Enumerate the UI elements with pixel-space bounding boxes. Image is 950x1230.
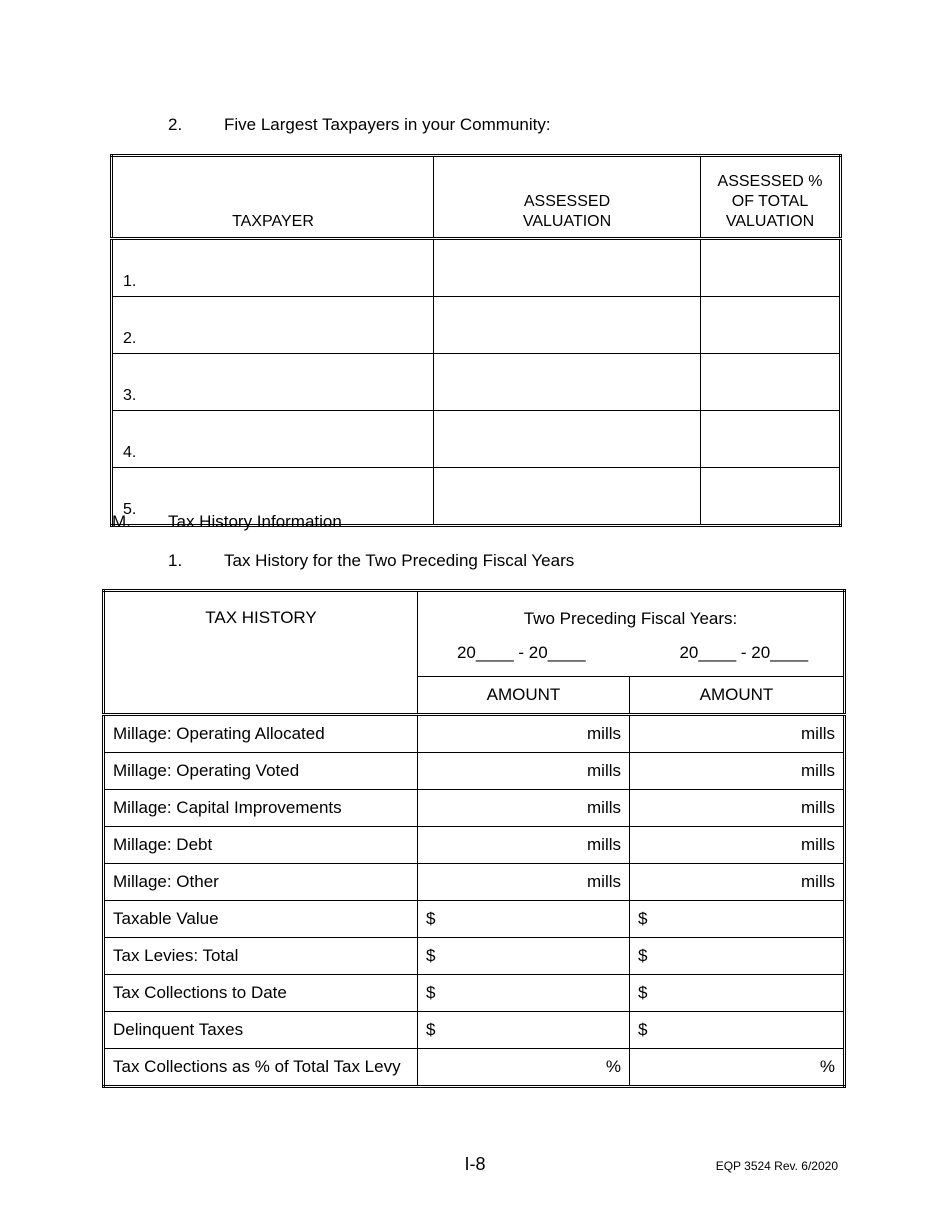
assessed-valuation-cell[interactable]: [434, 354, 701, 411]
assessed-valuation-column-header: ASSESSED VALUATION: [434, 156, 701, 239]
section-m1-title: Tax History for the Two Preceding Fiscal Years: [224, 551, 575, 570]
taxpayer-row: [112, 239, 841, 297]
taxpayer-column-header: TAXPAYER: [112, 156, 434, 239]
taxpayer-name-cell[interactable]: 3.: [112, 354, 434, 411]
amount-field-year-1[interactable]: mills: [418, 753, 630, 790]
assessed-valuation-cell[interactable]: [434, 468, 701, 526]
assessed-percent-cell[interactable]: [701, 468, 841, 526]
taxpayer-name-cell[interactable]: 4.: [112, 411, 434, 468]
amount-field-year-2[interactable]: $: [630, 975, 845, 1012]
section-2-heading: [168, 115, 551, 135]
row-label: Delinquent Taxes: [104, 1012, 418, 1049]
amount-field-year-2[interactable]: mills: [630, 753, 845, 790]
tax-history-row: [104, 901, 845, 938]
row-label: Tax Levies: Total: [104, 938, 418, 975]
tax-history-row: [104, 753, 845, 790]
tax-history-table: [102, 589, 846, 1088]
amount-field-year-2[interactable]: $: [630, 1012, 845, 1049]
amount-field-year-2[interactable]: $: [630, 938, 845, 975]
amount-field-year-1[interactable]: mills: [418, 715, 630, 753]
amount-field-year-1[interactable]: %: [418, 1049, 630, 1087]
largest-taxpayers-table: [110, 154, 842, 527]
taxpayer-row: [112, 354, 841, 411]
amount-field-year-1[interactable]: $: [418, 938, 630, 975]
assessed-percent-cell[interactable]: [701, 239, 841, 297]
tax-history-row: [104, 1049, 845, 1087]
tax-history-row: [104, 975, 845, 1012]
row-label: Tax Collections as % of Total Tax Levy: [104, 1049, 418, 1087]
amount-field-year-2[interactable]: mills: [630, 715, 845, 753]
section-m-title: Tax History Information: [168, 512, 342, 531]
section-m1-number: 1.: [168, 551, 183, 570]
amount-field-year-2[interactable]: $: [630, 901, 845, 938]
tax-history-row: [104, 864, 845, 901]
amount-field-year-2[interactable]: mills: [630, 827, 845, 864]
row-label: Millage: Operating Allocated: [104, 715, 418, 753]
page-number: I-8: [464, 1154, 486, 1174]
section-2-number: 2.: [168, 115, 183, 134]
fiscal-years-title: Two Preceding Fiscal Years:: [523, 609, 738, 628]
section-2-title: Five Largest Taxpayers in your Community:: [224, 115, 551, 134]
tax-history-row: [104, 715, 845, 753]
amount-column-header-1: AMOUNT: [418, 677, 630, 715]
assessed-valuation-cell[interactable]: [434, 297, 701, 354]
amount-column-header-2: AMOUNT: [630, 677, 845, 715]
assessed-percent-cell[interactable]: [701, 411, 841, 468]
taxpayer-name-cell[interactable]: 5.: [112, 468, 434, 526]
assessed-valuation-cell[interactable]: [434, 411, 701, 468]
assessed-percent-column-header: ASSESSED % OF TOTAL VALUATION: [701, 156, 841, 239]
tax-history-column-header: TAX HISTORY: [104, 591, 418, 715]
row-label: Taxable Value: [104, 901, 418, 938]
form-revision: EQP 3524 Rev. 6/2020: [715, 1159, 838, 1173]
row-label: Millage: Capital Improvements: [104, 790, 418, 827]
row-label: Millage: Other: [104, 864, 418, 901]
taxpayer-name-cell[interactable]: 1.: [112, 239, 434, 297]
fiscal-years-header: [418, 591, 845, 677]
tax-history-row: [104, 790, 845, 827]
assessed-valuation-cell[interactable]: [434, 239, 701, 297]
row-label: Tax Collections to Date: [104, 975, 418, 1012]
taxpayer-name-cell[interactable]: 2.: [112, 297, 434, 354]
amount-field-year-1[interactable]: $: [418, 1012, 630, 1049]
taxpayer-row: [112, 297, 841, 354]
amount-field-year-1[interactable]: $: [418, 975, 630, 1012]
row-label: Millage: Operating Voted: [104, 753, 418, 790]
tax-history-row: [104, 827, 845, 864]
year-range-field-2[interactable]: 20____ - 20____: [679, 643, 809, 662]
year-range-field-1[interactable]: 20____ - 20____: [456, 643, 586, 662]
amount-field-year-1[interactable]: $: [418, 901, 630, 938]
amount-field-year-1[interactable]: mills: [418, 864, 630, 901]
tax-history-row: [104, 938, 845, 975]
amount-field-year-1[interactable]: mills: [418, 790, 630, 827]
tax-history-header-row: [104, 591, 845, 677]
assessed-percent-cell[interactable]: [701, 354, 841, 411]
amount-field-year-1[interactable]: mills: [418, 827, 630, 864]
row-label: Millage: Debt: [104, 827, 418, 864]
taxpayers-header-row: [112, 156, 841, 239]
taxpayer-row: [112, 411, 841, 468]
tax-history-row: [104, 1012, 845, 1049]
section-m-letter: M.: [112, 512, 131, 531]
section-m-heading: [112, 512, 342, 532]
assessed-percent-cell[interactable]: [701, 297, 841, 354]
amount-field-year-2[interactable]: mills: [630, 864, 845, 901]
amount-field-year-2[interactable]: %: [630, 1049, 845, 1087]
section-m1-heading: [168, 551, 574, 571]
amount-field-year-2[interactable]: mills: [630, 790, 845, 827]
